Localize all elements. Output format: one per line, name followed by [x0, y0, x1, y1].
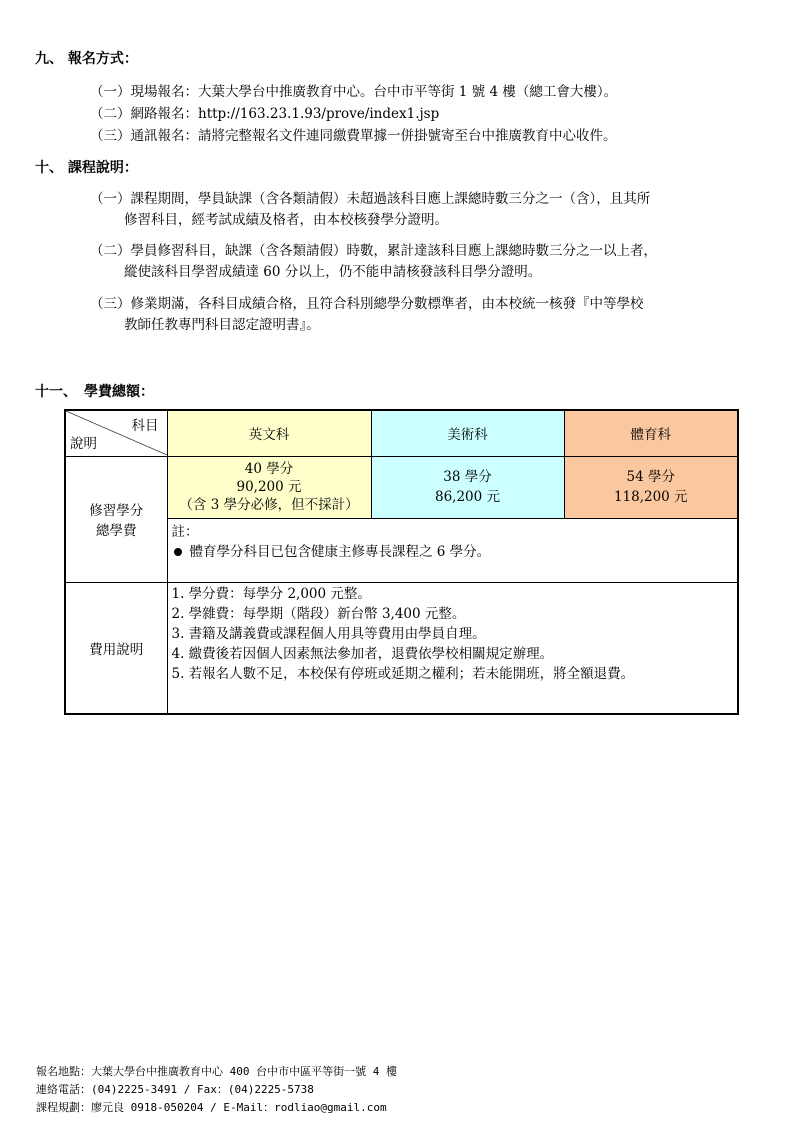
header-english: 英文科 [167, 410, 371, 456]
footer-planner: 課程規劃：廖元良 0918-050204 / E-Mail：rodliao@gmail.com [36, 1101, 387, 1114]
credits-label: 修習學分 [89, 503, 144, 519]
pe-credits: 54 學分 [626, 469, 675, 485]
note-cell [167, 518, 738, 582]
section-9-heading: 九、 報名方式： [35, 51, 138, 67]
english-fee: 90,200 元 [236, 479, 302, 495]
fee-desc-label: 費用說明 [65, 582, 167, 714]
corner-cell [65, 410, 167, 456]
header-pe: 體育科 [564, 410, 738, 456]
english-note: （含 3 學分必修，但不採計） [179, 497, 359, 513]
section-10-para-1 [90, 189, 760, 231]
section-10-heading: 十、 課程說明： [35, 160, 138, 176]
art-credits-cell [371, 456, 564, 518]
tuition-table [64, 409, 739, 715]
note-line [172, 542, 734, 562]
header-art: 美術科 [371, 410, 564, 456]
para-3-first-line: （三）修業期滿，各科目成績合格，且符合科別總學分數標準者，由本校統一核發『中等學校 [90, 296, 644, 312]
note-title: 註： [171, 523, 199, 540]
english-credits-cell [167, 456, 371, 518]
para-2-first-line: （二）學員修習科目，缺課（含各類請假）時數，累計達該科目應上課總時數三分之一以上者， [90, 243, 657, 259]
footer-phone: 連絡電話：(04)2225-3491 / Fax：(04)2225-5738 [36, 1083, 314, 1096]
section-11-heading: 十一、 學費總額： [35, 384, 154, 400]
pe-credits-cell [564, 456, 738, 518]
art-credits: 38 學分 [443, 469, 492, 485]
fee-desc-list [167, 582, 738, 714]
fee-item-2: 2. 學雜費：每學期（階段）新台幣 3,400 元整。 [171, 605, 466, 622]
corner-desc-label: 說明 [70, 436, 97, 453]
art-fee: 86,200 元 [434, 489, 501, 505]
corner-subject-label: 科目 [131, 418, 159, 435]
para-1-first-line: （一）課程期間，學員缺課（含各類請假）未超過該科目應上課總時數三分之一（含），且其所 [90, 191, 651, 207]
fee-item-3: 3. 書籍及講義費或課程個人用具等費用由學員自理。 [171, 625, 486, 642]
para-2-rest: 縱使該科目學習成績達 60 分以上，仍不能申請核發該科目學分證明。 [124, 264, 542, 280]
section-9-item-3: （三）通訊報名：請將完整報名文件連同繳費單據一併掛號寄至台中推廣教育中心收件。 [90, 128, 617, 144]
para-1-rest: 修習科目，經考試成績及格者，由本校核發學分證明。 [124, 212, 448, 228]
pe-fee: 118,200 元 [613, 489, 688, 505]
total-fee-label: 總學費 [96, 523, 137, 539]
bullet-icon [174, 548, 182, 556]
fee-item-1: 1. 學分費：每學分 2,000 元整。 [171, 585, 371, 602]
section-9-item-1: （一）現場報名：大葉大學台中推廣教育中心。台中市平等街 1 號 4 樓（總工會大樓）。 [90, 84, 618, 100]
section-10-para-2 [90, 241, 760, 283]
credits-fee-label [65, 456, 167, 582]
english-credits: 40 學分 [244, 461, 294, 477]
footer-address: 報名地點：大葉大學台中推廣教育中心 400 台中市中區平等街一號 4 樓 [36, 1065, 397, 1078]
section-9-item-2: （二）網路報名：http://163.23.1.93/prove/index1.jsp [90, 106, 440, 122]
note-text: 體育學分科目已包含健康主修專長課程之 6 學分。 [189, 543, 491, 560]
fee-item-4: 4. 繳費後若因個人因素無法參加者，退費依學校相關規定辦理。 [171, 645, 554, 662]
section-10-para-3 [90, 294, 760, 336]
para-3-rest: 教師任教專門科目認定證明書』。 [124, 317, 320, 333]
fee-item-5: 5. 若報名人數不足，本校保有停班或延期之權利；若未能開班，將全額退費。 [171, 665, 635, 682]
